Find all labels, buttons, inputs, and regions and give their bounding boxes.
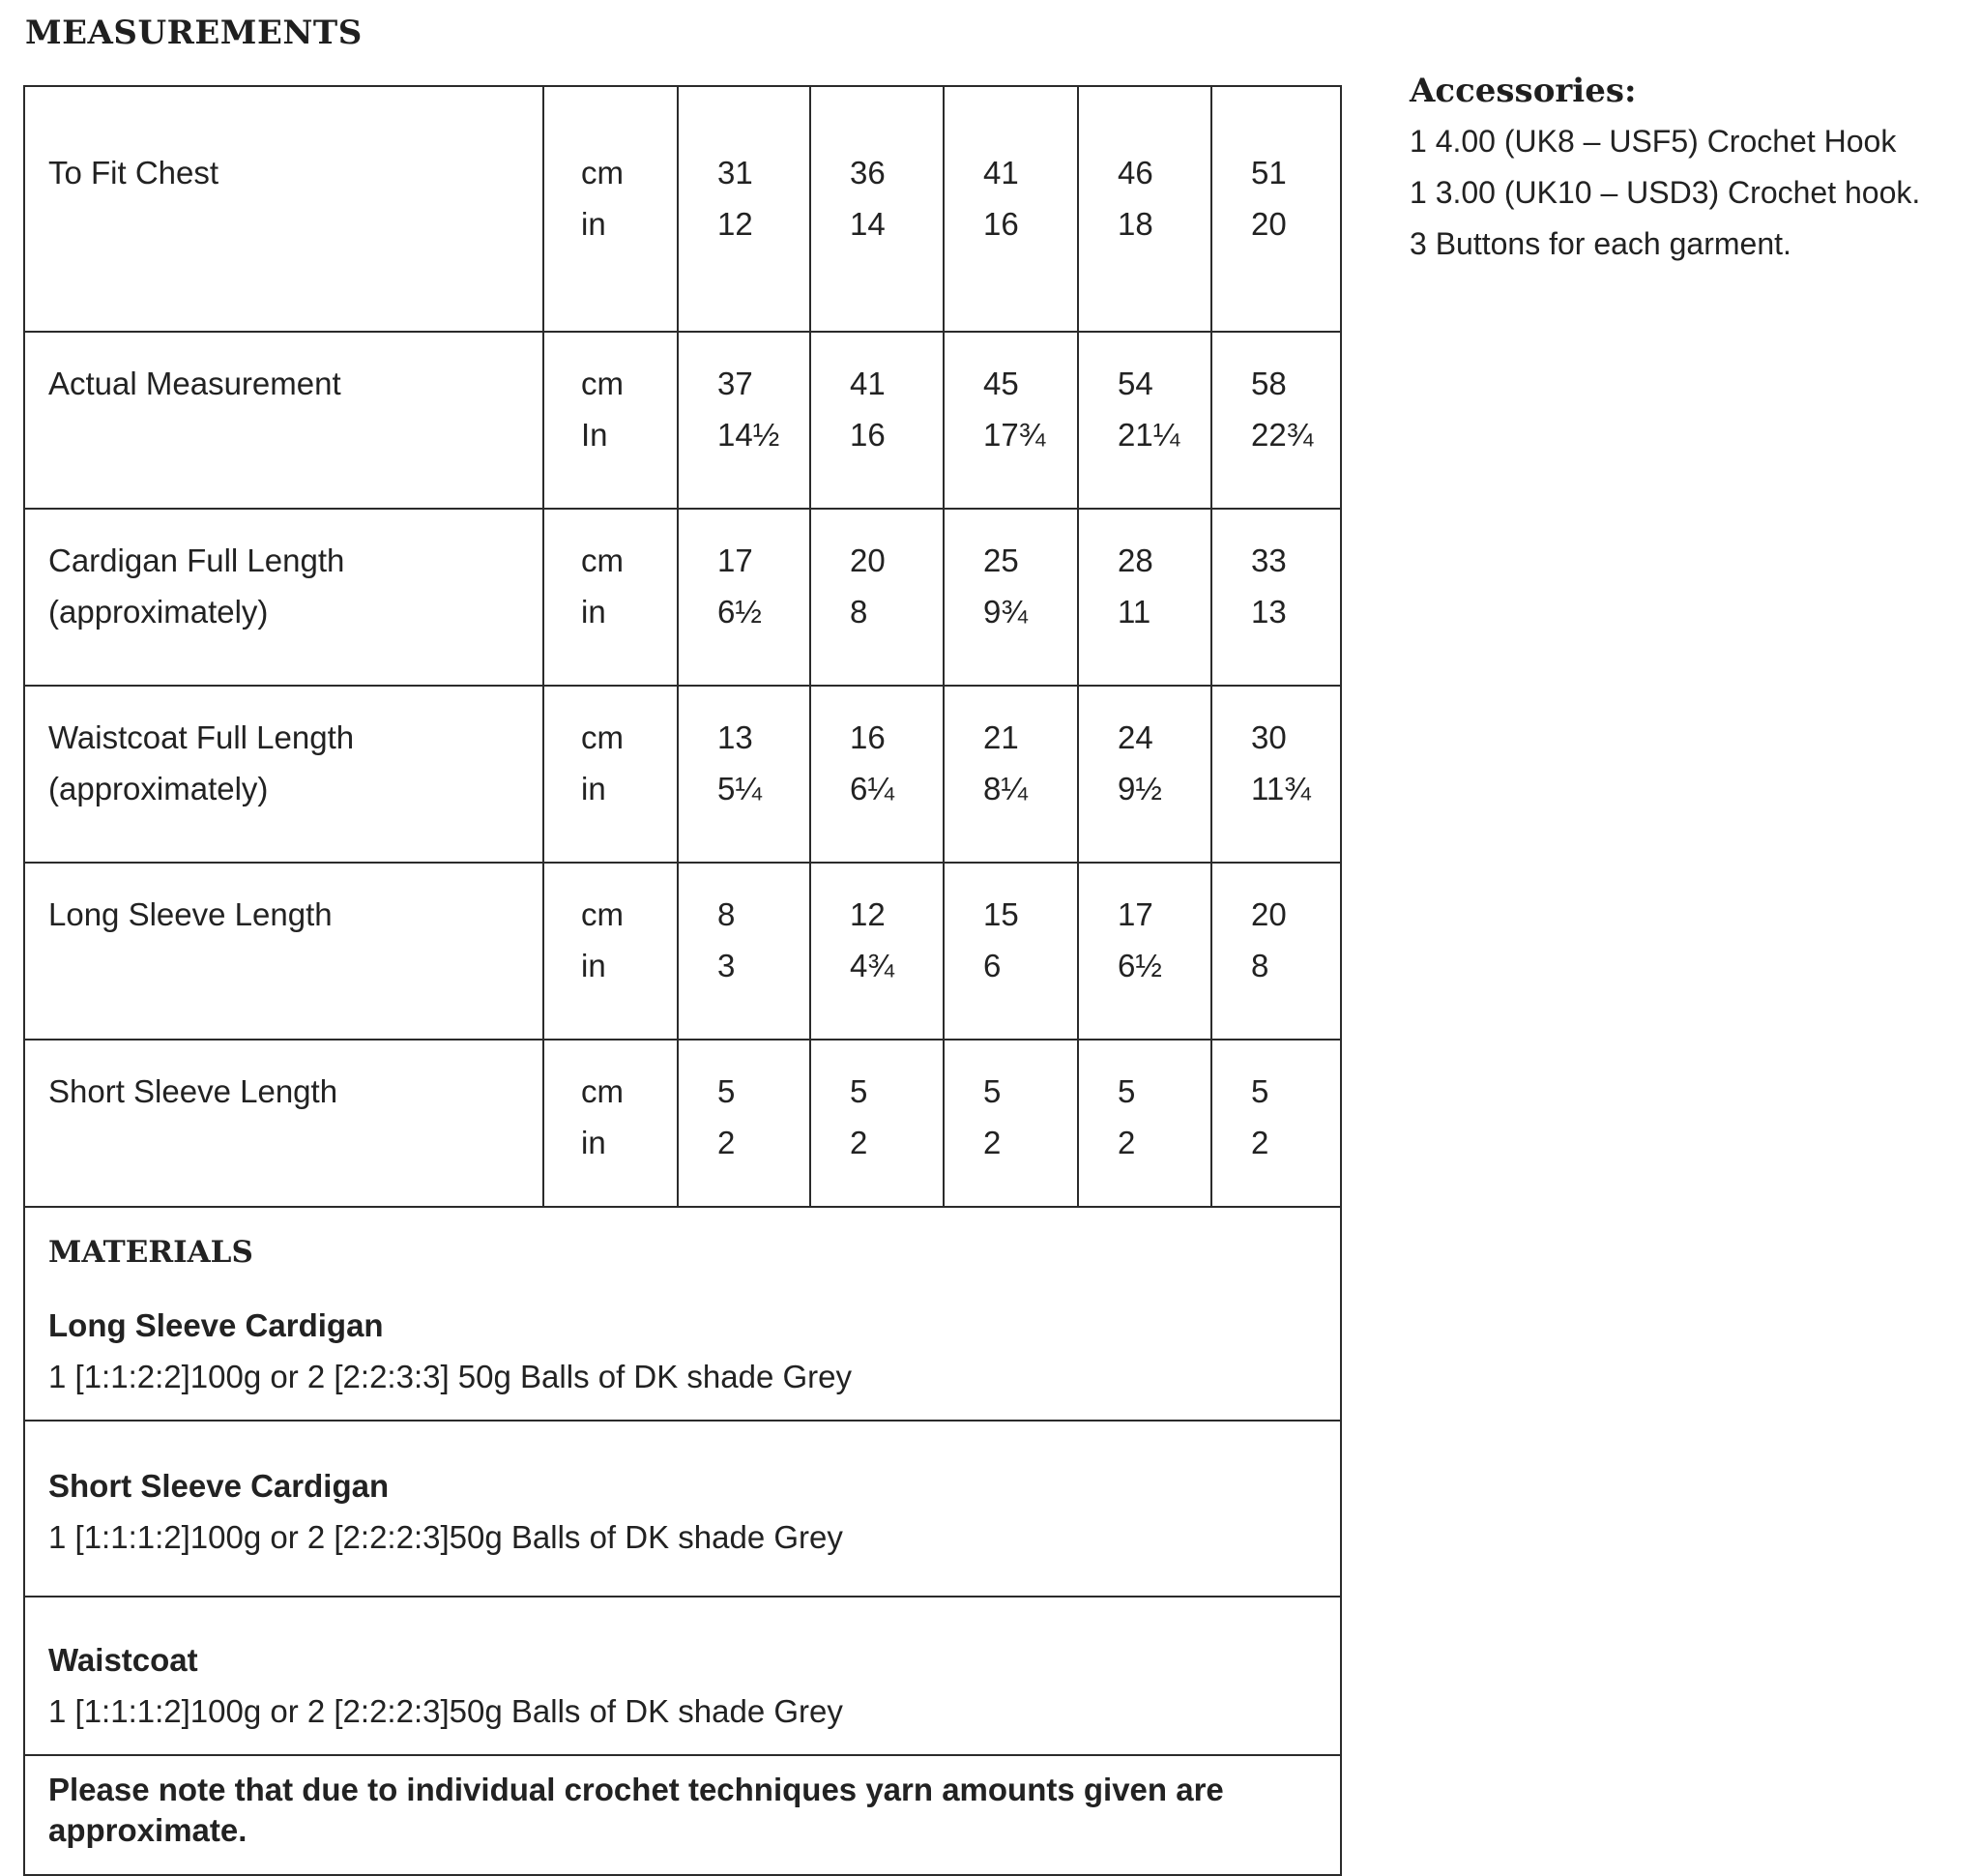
value-cm: 54	[1118, 366, 1153, 401]
row-label-line: Cardigan Full Length	[48, 542, 345, 578]
accessory-item: 1 3.00 (UK10 – USD3) Crochet hook.	[1410, 175, 1921, 210]
value-in: 12	[717, 206, 753, 242]
material-item-title: Short Sleeve Cardigan	[48, 1468, 390, 1504]
value-cm: 21	[983, 719, 1019, 755]
value-in: 21¼	[1118, 417, 1180, 453]
value-cm: 20	[1251, 896, 1287, 932]
value-in: 14	[850, 206, 886, 242]
row-label-line: Long Sleeve Length	[48, 896, 333, 932]
value-cm: 28	[1118, 542, 1153, 578]
row-label-line: To Fit Chest	[48, 155, 219, 191]
value-in: 2	[1118, 1125, 1136, 1160]
value-cm: 5	[717, 1073, 736, 1109]
unit-in: in	[581, 206, 606, 242]
value-in: 11	[1118, 594, 1151, 630]
value-cell	[1078, 332, 1211, 509]
value-in: 17¾	[983, 417, 1046, 453]
value-cm: 13	[717, 719, 753, 755]
value-in: 2	[1251, 1125, 1269, 1160]
value-in: 16	[983, 206, 1019, 242]
value-in: 11¾	[1251, 771, 1311, 806]
row-label	[24, 86, 543, 332]
measurements-table	[23, 85, 1342, 1876]
value-cell	[1211, 332, 1341, 509]
value-in: 22¾	[1251, 417, 1314, 453]
unit-cm: cm	[581, 542, 624, 578]
note-row	[24, 1755, 1341, 1875]
unit-cm: cm	[581, 896, 624, 932]
row-label	[24, 1040, 543, 1207]
value-cell	[1078, 1040, 1211, 1207]
value-cell	[810, 332, 944, 509]
accessory-item: 1 4.00 (UK8 – USF5) Crochet Hook	[1410, 124, 1897, 159]
value-cm: 16	[850, 719, 886, 755]
row-label-line: Waistcoat Full Length	[48, 719, 355, 755]
value-cell	[810, 509, 944, 686]
value-cell	[678, 863, 810, 1040]
value-cell	[1078, 686, 1211, 863]
row-label-line: (approximately)	[48, 771, 269, 806]
accessories-title: Accessories:	[1410, 72, 1637, 110]
value-cm: 58	[1251, 366, 1287, 401]
value-cm: 15	[983, 896, 1019, 932]
material-item-title: Long Sleeve Cardigan	[48, 1307, 384, 1343]
value-cell	[1211, 686, 1341, 863]
value-cm: 37	[717, 366, 753, 401]
value-in: 8	[850, 594, 868, 630]
value-cell	[810, 1040, 944, 1207]
unit-in: In	[581, 417, 608, 453]
value-cell	[1078, 509, 1211, 686]
unit-cell	[543, 686, 678, 863]
unit-in: in	[581, 771, 606, 806]
unit-cell	[543, 86, 678, 332]
value-cell	[678, 86, 810, 332]
material-item-text: 1 [1:1:2:2]100g or 2 [2:2:3:3] 50g Balls of DK shade Grey	[48, 1359, 853, 1394]
value-cm: 41	[850, 366, 886, 401]
materials-cell	[24, 1421, 1341, 1597]
value-cm: 31	[717, 155, 753, 191]
value-cm: 5	[1118, 1073, 1136, 1109]
value-in: 18	[1118, 206, 1153, 242]
row-label	[24, 332, 543, 509]
value-cm: 20	[850, 542, 886, 578]
value-cm: 46	[1118, 155, 1153, 191]
value-cell	[944, 1040, 1078, 1207]
unit-cm: cm	[581, 155, 624, 191]
materials-row	[24, 1597, 1341, 1755]
value-in: 6	[983, 948, 1002, 983]
value-cm: 12	[850, 896, 886, 932]
unit-cm: cm	[581, 719, 624, 755]
row-label	[24, 863, 543, 1040]
value-cell	[678, 332, 810, 509]
value-cm: 33	[1251, 542, 1287, 578]
value-cell	[944, 86, 1078, 332]
materials-row	[24, 1421, 1341, 1597]
value-cell	[678, 509, 810, 686]
measurement-row	[24, 863, 1341, 1040]
value-cm: 51	[1251, 155, 1287, 191]
value-in: 5¼	[717, 771, 762, 806]
value-in: 14½	[717, 417, 780, 453]
value-cell	[810, 863, 944, 1040]
note-cell	[24, 1755, 1341, 1875]
value-cm: 24	[1118, 719, 1153, 755]
row-label-line: (approximately)	[48, 594, 269, 630]
value-in: 8¼	[983, 771, 1028, 806]
page-title: MEASUREMENTS	[25, 14, 363, 52]
value-cm: 5	[850, 1073, 868, 1109]
row-label	[24, 686, 543, 863]
accessory-item: 3 Buttons for each garment.	[1410, 226, 1791, 261]
material-item-text: 1 [1:1:1:2]100g or 2 [2:2:2:3]50g Balls of DK shade Grey	[48, 1519, 843, 1555]
value-in: 6½	[717, 594, 762, 630]
value-cm: 30	[1251, 719, 1287, 755]
value-cell	[1078, 863, 1211, 1040]
yarn-note: Please note that due to individual crochet techniques yarn amounts given are approximate.	[48, 1772, 1224, 1848]
value-cell	[1211, 1040, 1341, 1207]
value-in: 13	[1251, 594, 1287, 630]
material-item-text: 1 [1:1:1:2]100g or 2 [2:2:2:3]50g Balls of DK shade Grey	[48, 1693, 843, 1729]
unit-cell	[543, 863, 678, 1040]
value-cm: 17	[717, 542, 753, 578]
unit-cell	[543, 1040, 678, 1207]
value-in: 2	[850, 1125, 868, 1160]
measurement-row	[24, 509, 1341, 686]
value-cell	[810, 686, 944, 863]
value-cm: 8	[717, 896, 736, 932]
value-cell	[1211, 509, 1341, 686]
unit-cell	[543, 509, 678, 686]
measurement-row	[24, 86, 1341, 332]
value-cell	[944, 509, 1078, 686]
value-in: 8	[1251, 948, 1269, 983]
unit-cm: cm	[581, 366, 624, 401]
value-cm: 17	[1118, 896, 1153, 932]
value-in: 6¼	[850, 771, 894, 806]
value-cm: 41	[983, 155, 1019, 191]
value-in: 4¾	[850, 948, 894, 983]
value-in: 6½	[1118, 948, 1162, 983]
value-cell	[810, 86, 944, 332]
value-in: 3	[717, 948, 736, 983]
row-label-line: Actual Measurement	[48, 366, 341, 401]
value-cell	[944, 686, 1078, 863]
value-in: 2	[983, 1125, 1002, 1160]
value-cell	[678, 686, 810, 863]
value-cm: 25	[983, 542, 1019, 578]
value-cell	[1211, 863, 1341, 1040]
unit-cm: cm	[581, 1073, 624, 1109]
value-cell	[1078, 86, 1211, 332]
materials-title: MATERIALS	[48, 1235, 253, 1270]
row-label	[24, 509, 543, 686]
value-cm: 45	[983, 366, 1019, 401]
value-cell	[1211, 86, 1341, 332]
material-item-title: Waistcoat	[48, 1642, 198, 1678]
measurement-row	[24, 1040, 1341, 1207]
value-cm: 5	[983, 1073, 1002, 1109]
materials-row	[24, 1207, 1341, 1421]
value-cell	[944, 332, 1078, 509]
accessories-section	[1410, 72, 1970, 270]
value-in: 9¾	[983, 594, 1028, 630]
measurement-row	[24, 686, 1341, 863]
unit-in: in	[581, 594, 606, 630]
value-in: 2	[717, 1125, 736, 1160]
unit-in: in	[581, 1125, 606, 1160]
value-cm: 36	[850, 155, 886, 191]
value-in: 20	[1251, 206, 1287, 242]
value-in: 9½	[1118, 771, 1162, 806]
value-in: 16	[850, 417, 886, 453]
row-label-line: Short Sleeve Length	[48, 1073, 338, 1109]
value-cell	[678, 1040, 810, 1207]
value-cm: 5	[1251, 1073, 1269, 1109]
value-cell	[944, 863, 1078, 1040]
materials-cell	[24, 1207, 1341, 1421]
unit-in: in	[581, 948, 606, 983]
materials-cell	[24, 1597, 1341, 1755]
unit-cell	[543, 332, 678, 509]
measurement-row	[24, 332, 1341, 509]
